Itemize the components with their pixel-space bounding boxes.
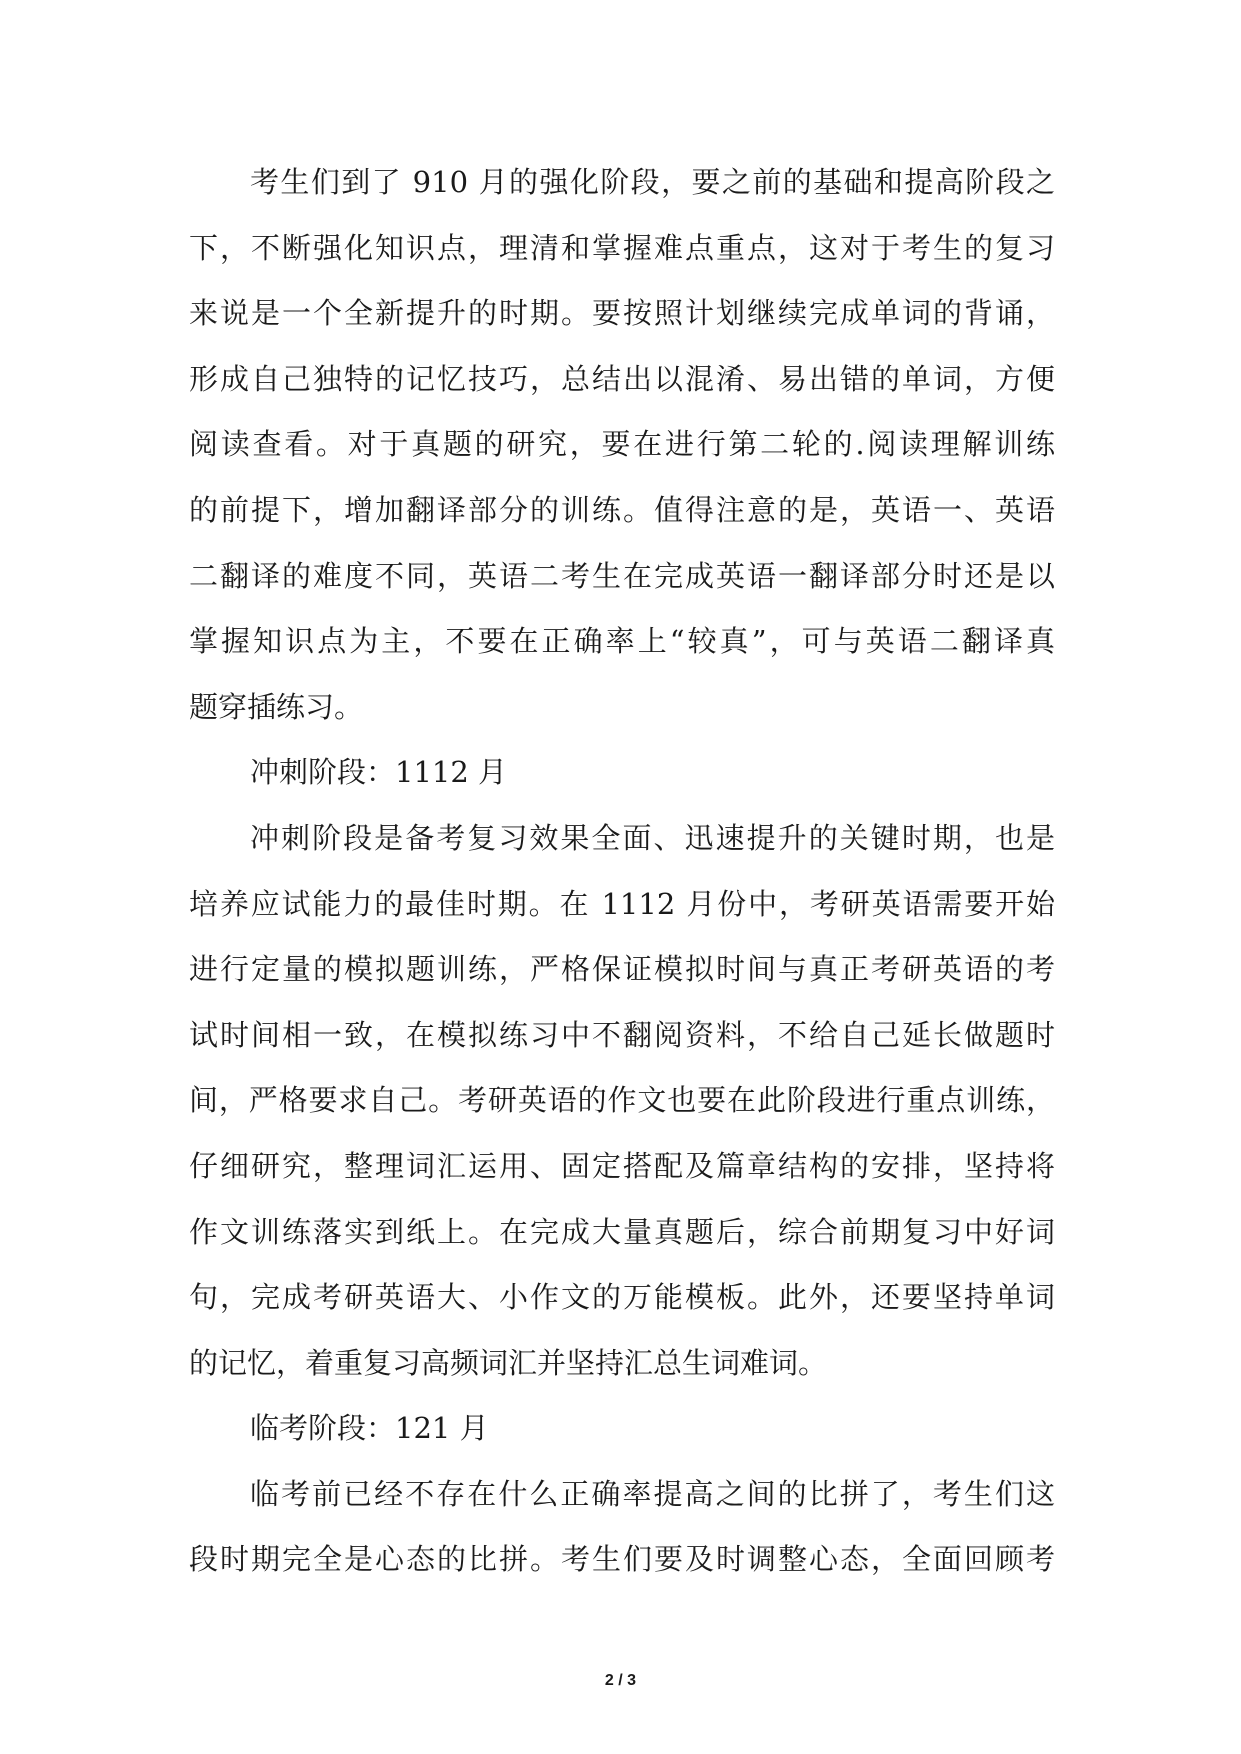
section-heading: 临考阶段：121 月 <box>250 1411 489 1446</box>
paragraph-line: 间，严格要求自己。考研英语的作文也要在此阶段进行重点训练， <box>189 1083 1055 1118</box>
paragraph-line: 考生们到了 910 月的强化阶段，要之前的基础和提高阶段之 <box>250 165 1055 199</box>
paragraph-line: 段时期完全是心态的比拼。考生们要及时调整心态，全面回顾考 <box>189 1542 1055 1577</box>
paragraph-line: 的记忆，着重复习高频词汇并坚持汇总生词难词。 <box>189 1345 828 1380</box>
paragraph-final-stage <box>189 1462 1055 1593</box>
paragraph-line: 进行定量的模拟题训练，严格保证模拟时间与真正考研英语的考 <box>189 952 1055 987</box>
paragraph-line: 的前提下，增加翻译部分的训练。值得注意的是，英语一、英语 <box>189 492 1055 527</box>
paragraph-line: 句，完成考研英语大、小作文的万能模板。此外，还要坚持单词 <box>189 1280 1055 1315</box>
paragraph-line: 临考前已经不存在什么正确率提高之间的比拼了，考生们这 <box>250 1476 1055 1511</box>
paragraph-line: 阅读查看。对于真题的研究，要在进行第二轮的.阅读理解训练 <box>189 427 1055 462</box>
paragraph-line: 掌握知识点为主，不要在正确率上“较真”，可与英语二翻译真 <box>189 624 1055 659</box>
section-heading-final-stage <box>189 1396 1055 1462</box>
paragraph-line: 题穿插练习。 <box>189 689 364 724</box>
paragraph-line: 试时间相一致，在模拟练习中不翻阅资料，不给自己延长做题时 <box>189 1017 1055 1052</box>
paragraph-line: 作文训练落实到纸上。在完成大量真题后，综合前期复习中好词 <box>189 1214 1055 1249</box>
paragraph-line: 形成自己独特的记忆技巧，总结出以混淆、易出错的单词，方便 <box>189 361 1055 396</box>
section-heading: 冲刺阶段：1112 月 <box>250 755 508 790</box>
paragraph-line: 来说是一个全新提升的时期。要按照计划继续完成单词的背诵， <box>189 296 1055 331</box>
paragraph-line: 培养应试能力的最佳时期。在 1112 月份中，考研英语需要开始 <box>189 886 1055 921</box>
paragraph-line: 仔细研究，整理词汇运用、固定搭配及篇章结构的安排，坚持将 <box>189 1148 1055 1183</box>
paragraph-line: 下，不断强化知识点，理清和掌握难点重点，这对于考生的复习 <box>189 230 1055 265</box>
document-body <box>189 150 1055 1593</box>
section-heading-sprint-stage <box>189 740 1055 806</box>
page-number: 2 / 3 <box>604 1672 637 1689</box>
paragraph-line: 冲刺阶段是备考复习效果全面、迅速提升的关键时期，也是 <box>250 820 1055 855</box>
paragraph-intensive-stage <box>189 150 1055 740</box>
paragraph-sprint-stage <box>189 806 1055 1396</box>
paragraph-line: 二翻译的难度不同，英语二考生在完成英语一翻译部分时还是以 <box>189 558 1055 593</box>
